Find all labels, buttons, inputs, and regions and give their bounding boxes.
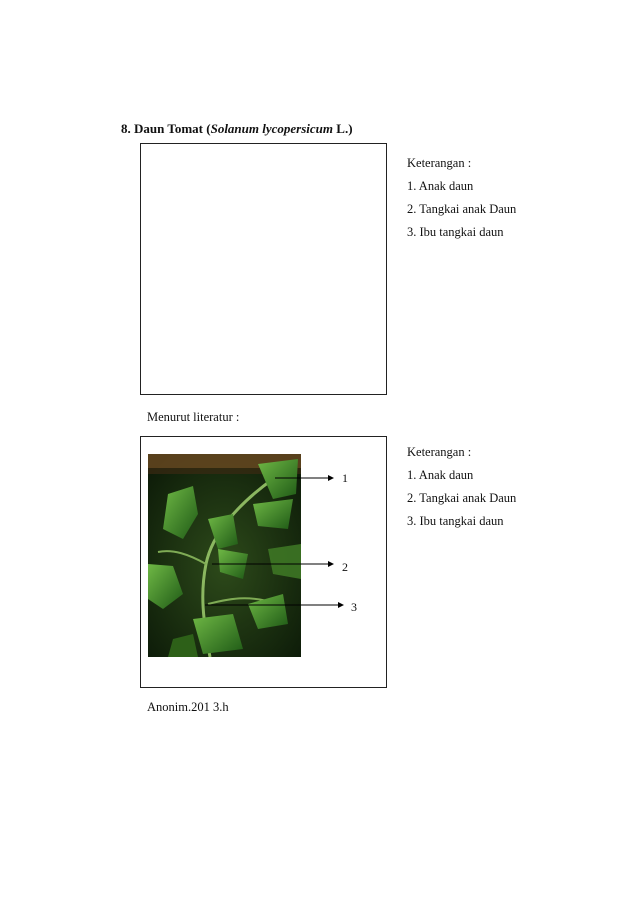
literature-caption: Menurut literatur : [147,410,240,424]
note-item: 3. Ibu tangkai daun [407,514,504,528]
notes-title: Keterangan : [407,445,472,459]
note-item: 2. Tangkai anak Daun [407,202,517,216]
callout-label-1: 1 [342,471,348,485]
note-item: 2. Tangkai anak Daun [407,491,517,505]
open-paren: ( [206,121,211,136]
image-source: Anonim.201 3.h [147,700,229,714]
note-item: 1. Anak daun [407,468,474,482]
section-title: Daun Tomat [134,121,203,136]
scientific-name: Solanum lycopersicum [210,121,334,136]
note-item: 3. Ibu tangkai daun [407,225,504,239]
callout-label-2: 2 [342,560,348,574]
section-number: 8. [121,121,131,136]
author-abbrev: L.) [336,121,353,136]
notes-title: Keterangan : [407,156,472,170]
note-item: 1. Anak daun [407,179,474,193]
literature-notes [407,441,516,533]
callout-label-3: 3 [351,600,357,614]
